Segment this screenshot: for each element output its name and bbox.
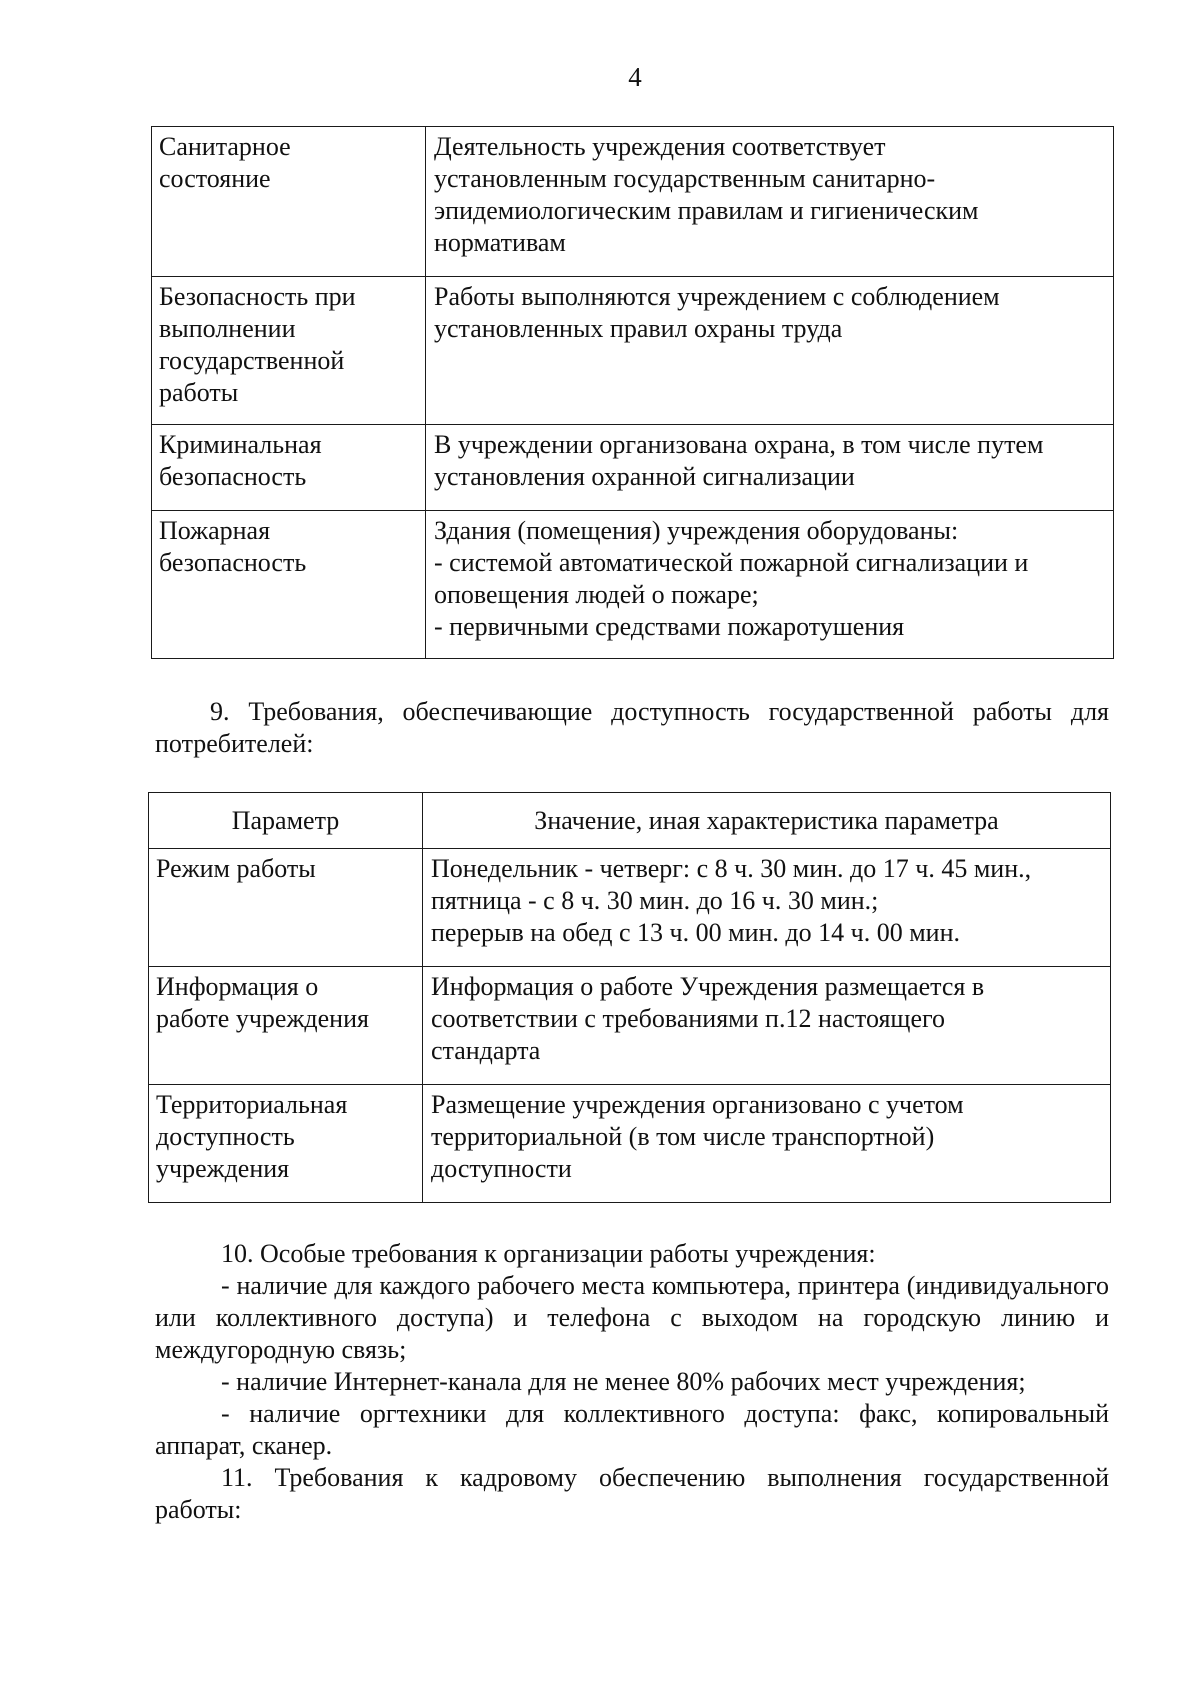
table-row [152, 511, 1114, 659]
table-cell-value: Размещение учреждения организовано с учетом территориальной (в том числе транспортной) доступности [423, 1085, 1111, 1203]
accessibility-requirements-table [148, 792, 1111, 1203]
section-9-heading: 9. Требования, обеспечивающие доступность государственной работы для потребителей: [155, 697, 1109, 758]
table-row [152, 127, 1114, 277]
table-cell-value: Информация о работе Учреждения размещается в соответствии с требованиями п.12 настоящего стандарта [423, 967, 1111, 1085]
section-10-item: - наличие оргтехники для коллективного доступа: факс, копировальный аппарат, сканер. [155, 1399, 1109, 1460]
section-10-heading: 10. Особые требования к организации работы учреждения: [221, 1239, 876, 1268]
table-row [149, 1085, 1111, 1203]
table-cell-param: Безопасность при выполнении государственной работы [152, 277, 426, 425]
table-row [152, 277, 1114, 425]
table-cell-param: Информация о работе учреждения [149, 967, 423, 1085]
table-cell-param: Санитарное состояние [152, 127, 426, 277]
table-row [149, 967, 1111, 1085]
table-cell-param: Режим работы [149, 849, 423, 967]
table-cell-param: Пожарная безопасность [152, 511, 426, 659]
safety-requirements-table [151, 126, 1114, 659]
table-header-param: Параметр [149, 793, 423, 849]
table-cell-value: Работы выполняются учреждением с соблюдением установленных правил охраны труда [426, 277, 1114, 425]
table-cell-value: Здания (помещения) учреждения оборудованы: - системой автоматической пожарной сигнализации и оповещения людей о пожаре; - первичными средствами пожаротушения [426, 511, 1114, 659]
page-number: 4 [628, 62, 642, 92]
table-header-row [149, 793, 1111, 849]
section-10-item: - наличие Интернет-канала для не менее 80% рабочих мест учреждения; [221, 1367, 1026, 1396]
table-cell-param: Территориальная доступность учреждения [149, 1085, 423, 1203]
table-header-value: Значение, иная характеристика параметра [423, 793, 1111, 849]
table-cell-param: Криминальная безопасность [152, 425, 426, 511]
section-10-item: - наличие для каждого рабочего места компьютера, принтера (индивидуального или коллективного доступа) и телефона с выходом на городскую линию и междугородную связь; [155, 1271, 1109, 1364]
table-row [149, 849, 1111, 967]
table-cell-value: Деятельность учреждения соответствует установленным государственным санитарно- эпидемиологическим правилам и гигиеническим нормативам [426, 127, 1114, 277]
table-row [152, 425, 1114, 511]
table-cell-value: В учреждении организована охрана, в том числе путем установления охранной сигнализации [426, 425, 1114, 511]
section-11-heading: 11. Требования к кадровому обеспечению выполнения государственной работы: [155, 1463, 1109, 1524]
table-cell-value: Понедельник - четверг: с 8 ч. 30 мин. до 17 ч. 45 мин., пятница - с 8 ч. 30 мин. до 16 ч. 30 мин.; перерыв на обед с 13 ч. 00 мин. до 14 ч. 00 мин. [423, 849, 1111, 967]
